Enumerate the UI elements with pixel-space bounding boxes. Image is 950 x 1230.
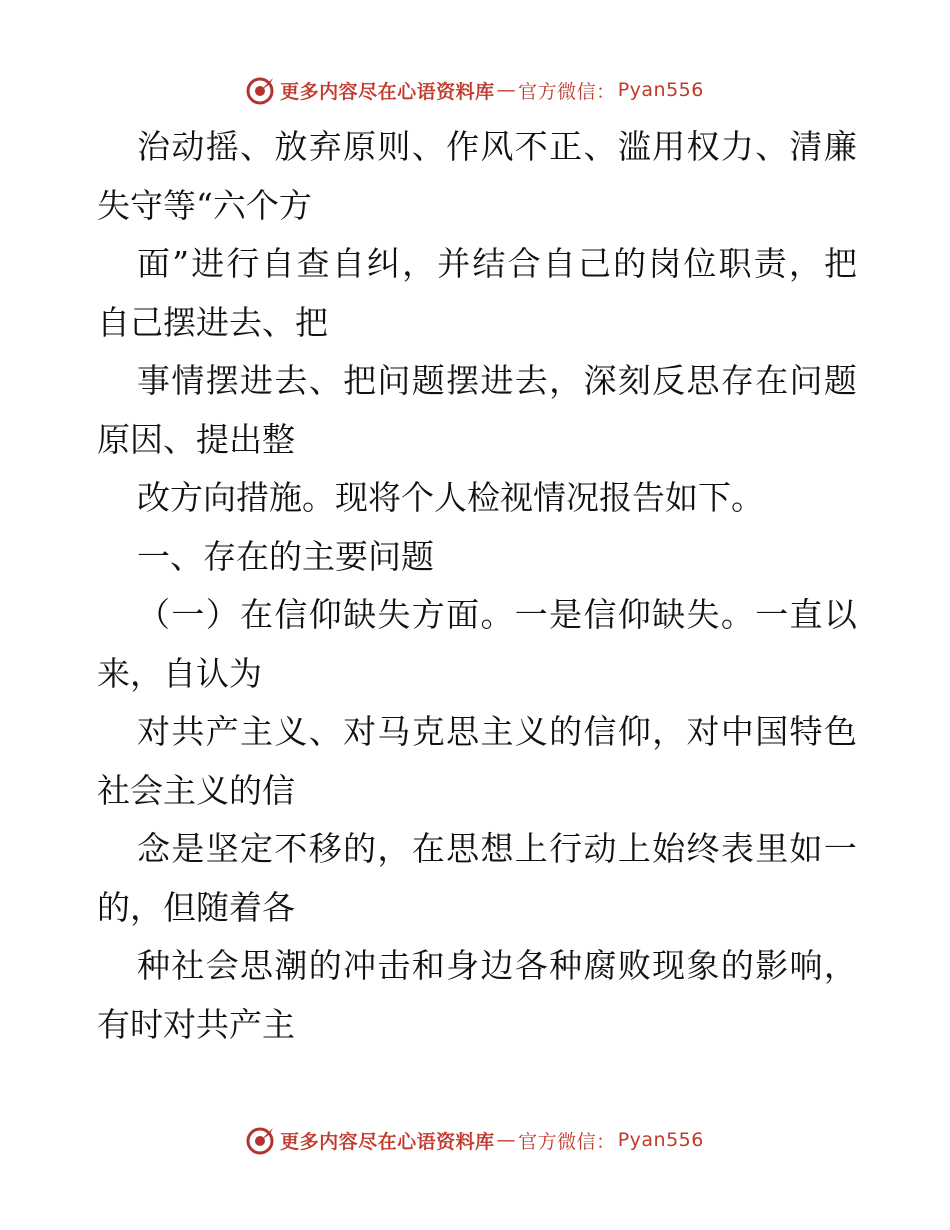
paragraph-continuation-line: 自己摆进去、把	[97, 302, 328, 342]
quill-logo-icon	[246, 1125, 276, 1155]
paragraph-line: 种 社 会 思 潮 的 冲 击 和 身 边 各 种 腐 败 现 象 的 影 响 ，	[137, 946, 857, 985]
paragraph-line: 对 共 产 主 义 、 对 马 克 思 主 义 的 信 仰 ， 对 中 国 特 色	[137, 712, 857, 751]
paragraph-line: 事 情 摆 进 去 、 把 问 题 摆 进 去 ， 深 刻 反 思 存 在 问 题	[137, 361, 857, 400]
watermark-site-name: 更多内容尽在心语资料库	[280, 1130, 495, 1153]
paragraph-continuation-line: 来，自认为	[97, 653, 262, 693]
paragraph-continuation-line: 失守等“六个方	[97, 185, 312, 225]
header-watermark	[0, 72, 950, 108]
paragraph-line: 治 动 摇 、 放 弃 原 则 、 作 风 不 正 、 滥 用 权 力 、 清 廉	[137, 127, 857, 166]
watermark-wechat-id: Pyan556	[617, 79, 704, 101]
paragraph-line: 念 是 坚 定 不 移 的 ， 在 思 想 上 行 动 上 始 终 表 里 如 一	[137, 829, 857, 868]
paragraph-continuation-line: 原因、提出整	[97, 419, 295, 459]
watermark-wechat-label: 官方微信：	[518, 1130, 616, 1153]
watermark-dash: —	[496, 79, 517, 101]
watermark-site-name: 更多内容尽在心语资料库	[280, 80, 495, 103]
watermark-dash: —	[496, 1129, 517, 1151]
document-body	[97, 118, 857, 1054]
paragraph-continuation-line: 的，但随着各	[97, 887, 295, 927]
paragraph-line: （ 一 ） 在 信 仰 缺 失 方 面 。 一 是 信 仰 缺 失 。 一 直 以	[137, 595, 857, 634]
paragraph-line: 一、存在的主要问题	[137, 536, 434, 576]
paragraph-continuation-line: 社会主义的信	[97, 770, 295, 810]
watermark-wechat-label: 官方微信：	[518, 80, 616, 103]
quill-logo-icon	[246, 75, 276, 105]
watermark-wechat-id: Pyan556	[617, 1129, 704, 1151]
paragraph-line: 面 ” 进 行 自 查 自 纠 ， 并 结 合 自 己 的 岗 位 职 责 ， 把	[137, 244, 857, 283]
paragraph-line: 改方向措施。现将个人检视情况报告如下。	[137, 478, 764, 517]
paragraph-continuation-line: 有时对共产主	[97, 1004, 295, 1044]
footer-watermark	[0, 1122, 950, 1158]
